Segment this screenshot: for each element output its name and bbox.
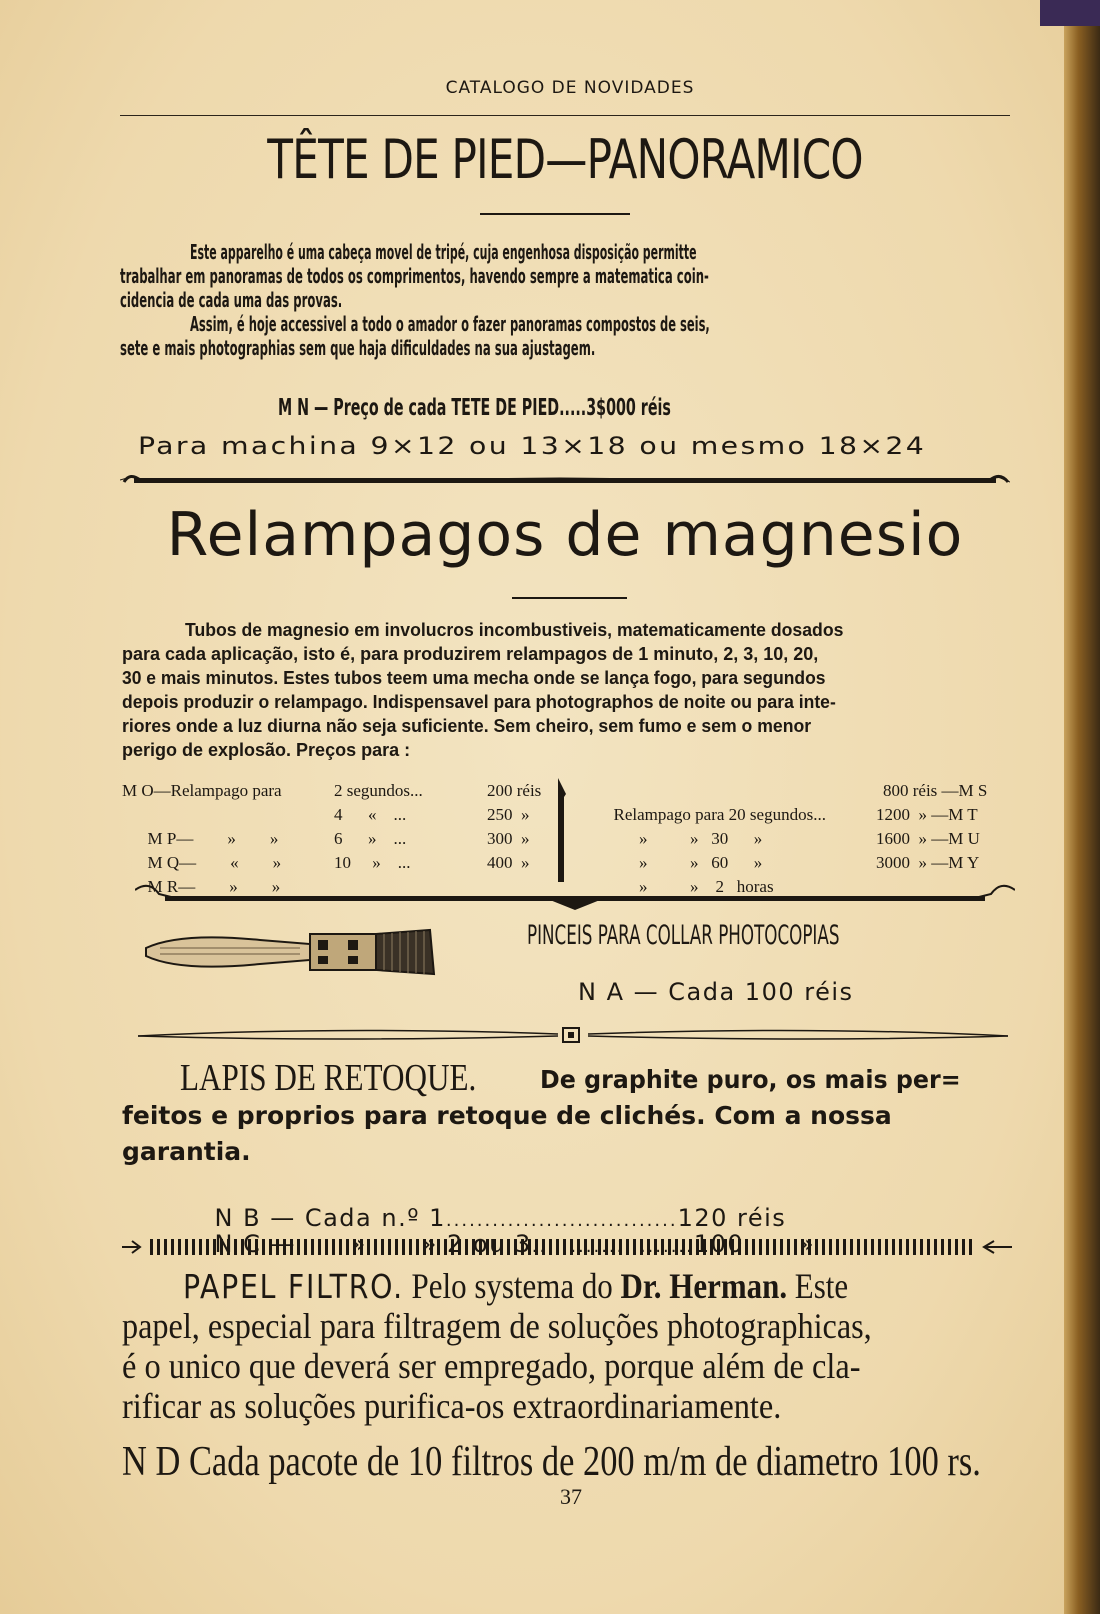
ornamental-rule-1: [120, 470, 1010, 494]
tete-line-4: Assim, é hoje accessivel a todo o amador o fazer panoramas compostos de seis,: [190, 312, 710, 336]
table-row: Relampago para 20 segundos... 800 réis —M S: [613, 781, 988, 824]
tete-title-underline: [480, 213, 630, 215]
book-edge: [1064, 0, 1100, 1614]
papel-author: Dr. Herman.: [620, 1266, 788, 1306]
table-row: M R— » » 10 » ... 400 »: [147, 853, 530, 896]
magnesio-line-5: riores onde a luz diurna não seja suficiente. Sem cheiro, sem fumo e sem o menor: [122, 716, 812, 736]
table-bracket: [550, 776, 574, 886]
magnesio-title-underline: [512, 597, 627, 599]
magnesio-left-table: [122, 779, 562, 896]
tete-line-2: trabalhar em panoramas de todos os comprimentos, havendo sempre a matematica coin-: [120, 264, 709, 288]
papel-price: N D Cada pacote de 10 filtros de 200 m/m de diametro 100 rs.: [122, 1439, 981, 1485]
lapis-body-rest: feitos e proprios para retoque de clichés. Com a nossa garantia.: [122, 1101, 892, 1166]
table-row: M P— » » 4 « ... 250 »: [147, 805, 530, 848]
top-rule: [120, 115, 1010, 116]
papel-line-3: é o unico que deverá ser empregado, porque além de cla-: [122, 1346, 861, 1386]
book-cover-corner: [1040, 0, 1100, 26]
papel-title: PAPEL FILTRO.: [183, 1267, 404, 1306]
pinceis-price: N A — Cada 100 réis: [578, 978, 854, 1006]
magnesio-right-table: [588, 779, 1018, 896]
tete-line-5: sete e mais photographias sem que haja dificuldades na sua ajustagem.: [120, 336, 596, 360]
lapis-body-first: De graphite puro, os mais per=: [540, 1065, 961, 1094]
magnesio-line-1: Tubos de magnesio em involucros incombustiveis, matematicamente dosados: [185, 620, 844, 640]
ornamental-rule-2: [135, 880, 1015, 914]
magnesio-line-3: 30 e mais minutos. Estes tubos teem uma mecha onde se lança fogo, para segundos: [122, 668, 826, 688]
papel-line-2: papel, especial para filtragem de soluções photographicas,: [122, 1306, 872, 1346]
magnesio-line-6: perigo de explosão. Preços para :: [122, 740, 411, 760]
ornamental-rule-3: [138, 1024, 1008, 1044]
table-row: » » 60 » 1600 » —M U: [613, 829, 980, 872]
pinceis-title: PINCEIS PARA COLLAR PHOTOCOPIAS: [527, 920, 840, 951]
magnesio-title: Relampagos de magnesio: [166, 500, 964, 570]
table-row: M Q— « » 6 » ... 300 »: [147, 829, 530, 872]
ornamental-rule-4: [122, 1236, 1012, 1258]
magnesio-line-2: para cada aplicação, isto é, para produzirem relampagos de 1 minuto, 2, 3, 10, 20,: [122, 644, 819, 664]
magnesio-line-4: depois produzir o relampago. Indispensavel para photographos de noite ou para inte-: [122, 692, 836, 712]
tete-line-1: Este apparelho é uma cabeça movel de tripé, cuja engenhosa disposição permitte: [190, 240, 697, 264]
page-number: 37: [560, 1484, 582, 1509]
tete-machine-sizes: Para machina 9×12 ou 13×18 ou mesmo 18×24: [138, 432, 927, 460]
papel-line-4: rificar as soluções purifica-os extraordinariamente.: [122, 1386, 782, 1426]
table-row: M O—Relampago para 2 segundos... 200 réis: [122, 781, 542, 800]
tete-title: TÊTE DE PIED—PANORAMICO: [267, 128, 863, 191]
running-head: CATALOGO DE NOVIDADES: [445, 78, 695, 98]
tete-line-3: cidencia de cada uma das provas.: [120, 288, 343, 312]
lapis-title: LAPIS DE RETOQUE.: [180, 1057, 477, 1099]
table-row: » » 2 horas 3000 » —M Y: [613, 853, 980, 896]
table-row: » » 30 » 1200 » —M T: [613, 805, 978, 848]
brush-icon: [140, 918, 440, 984]
lapis-row-1: N B — Cada n.º 1..............................120 réis: [214, 1204, 787, 1232]
papel-first-line: PAPEL FILTRO. Pelo systema do Dr. Herman. Este: [183, 1266, 849, 1306]
tete-price: M N — Preço de cada TETE DE PIED.....3$000 réis: [278, 395, 671, 421]
